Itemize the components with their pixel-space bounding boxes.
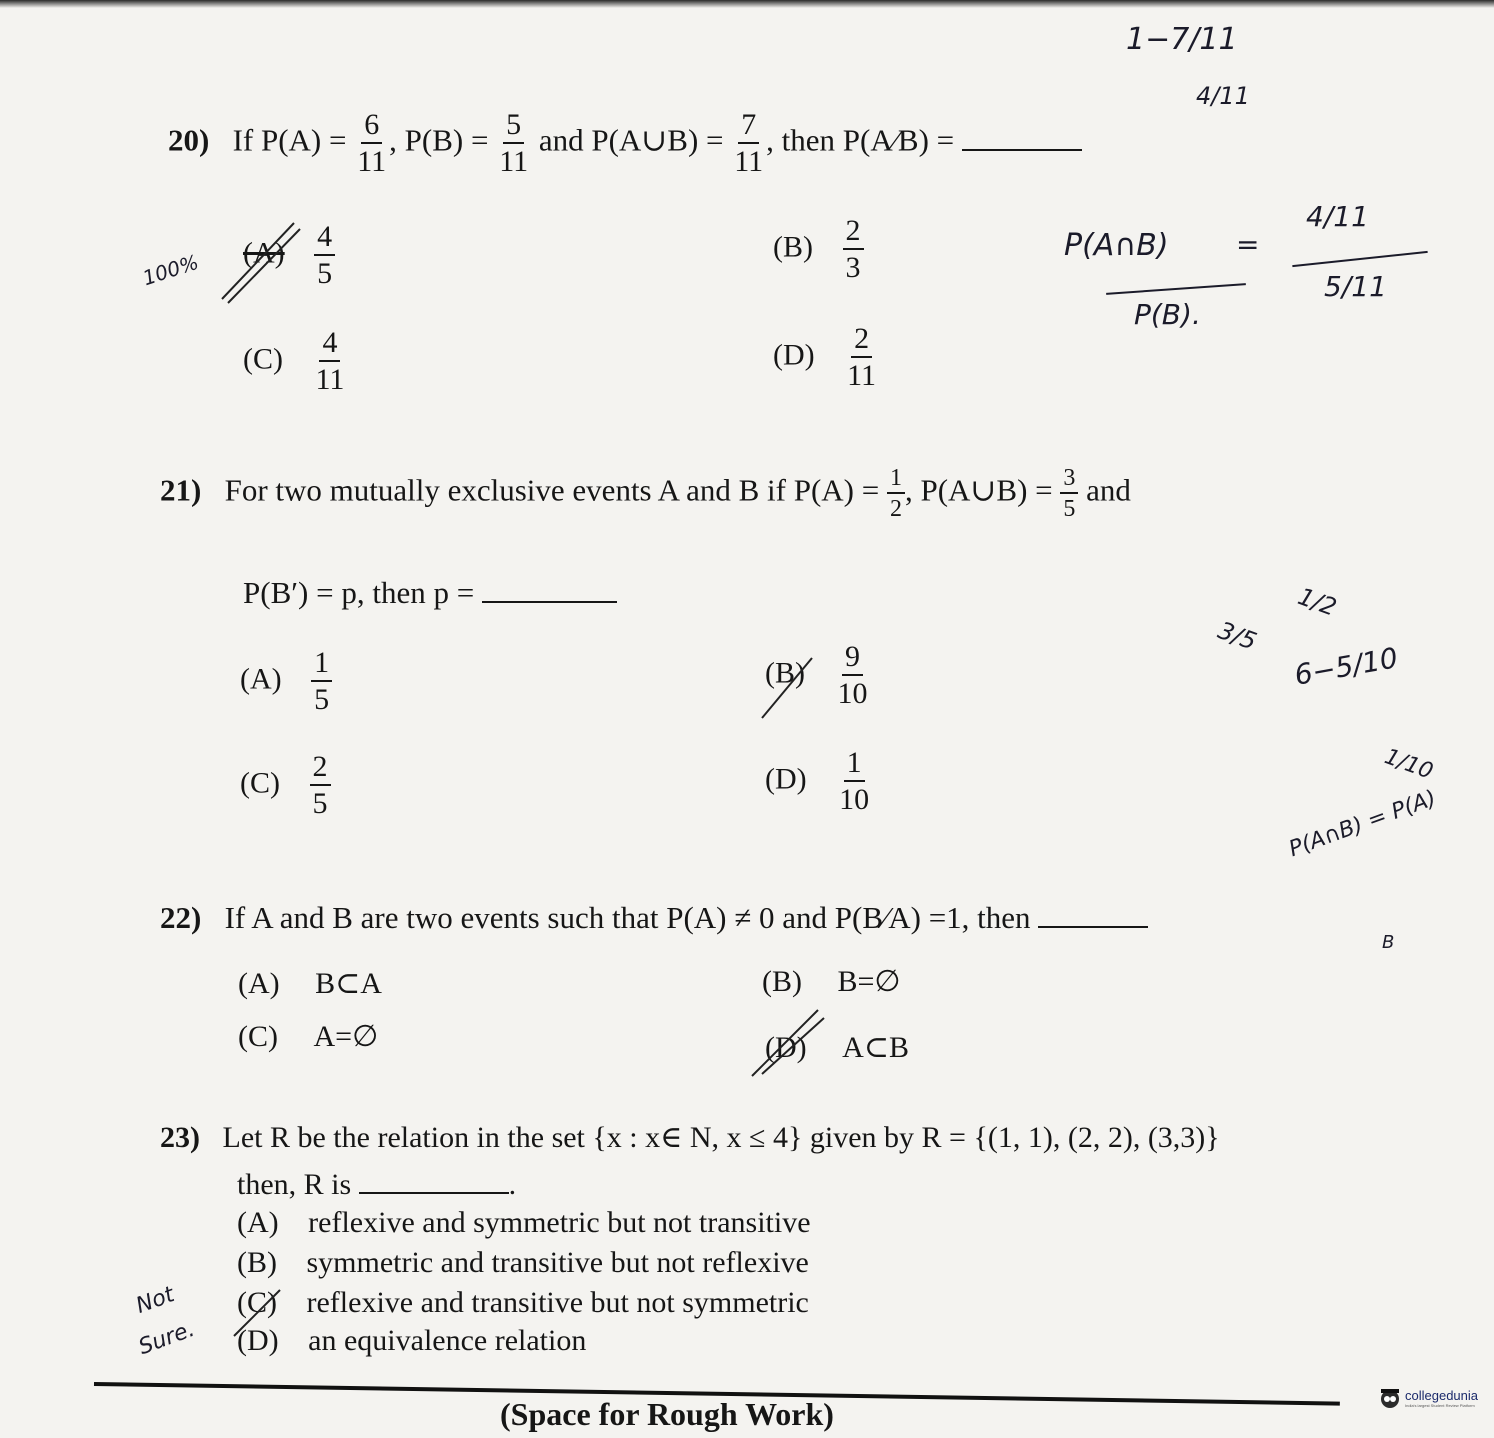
q21-option-a[interactable] xyxy=(240,648,332,715)
hand-q21-w1: 3/5 xyxy=(1214,616,1261,656)
q23-number: 23) xyxy=(160,1121,200,1154)
q20-stem xyxy=(168,110,1082,177)
hand-q20-work-den: P(B). xyxy=(1134,298,1201,331)
q23-text: Let R be the relation in the set xyxy=(222,1121,585,1154)
hand-q21-w4: 1/10 xyxy=(1381,744,1437,785)
option-label: (D) xyxy=(773,338,815,372)
q22-cond2-pre: P( xyxy=(834,900,863,935)
hand-q20-eq: = xyxy=(1236,228,1260,261)
hand-top-calc-2: 4/11 xyxy=(1196,82,1250,110)
q20-pab-fraction: $\frac{7}{11}$ xyxy=(734,108,764,178)
logo-name: collegedunia xyxy=(1405,1388,1479,1403)
hand-q20-confidence: 100% xyxy=(139,249,202,291)
q21-stem xyxy=(160,466,1131,521)
q22-answer-blank[interactable] xyxy=(1038,926,1148,928)
q21-pa-fraction: $\frac{1}{2}$ xyxy=(887,466,905,521)
hand-q20-rhs-bar xyxy=(1292,251,1427,267)
collegedunia-logo xyxy=(1378,1386,1478,1410)
option-label: (D) xyxy=(765,1031,807,1064)
q23-stem xyxy=(160,1120,1220,1155)
option-label: (A) xyxy=(240,662,282,696)
q20-pb-fraction: $\frac{5}{11}$ xyxy=(499,108,529,178)
hand-q20-rhs-num: 4/11 xyxy=(1306,200,1369,233)
hand-q20-work-bar xyxy=(1106,283,1246,295)
q20-answer-blank[interactable] xyxy=(962,149,1082,151)
q23-answer-blank[interactable] xyxy=(359,1192,509,1194)
q23-line2-text: then, R is xyxy=(237,1168,352,1201)
q20-close: ) = xyxy=(918,122,955,158)
hand-q23-note-1: Not xyxy=(132,1282,178,1319)
logo-tagline: India's largest Student Review Platform xyxy=(1405,1403,1475,1408)
q21-text: For two mutually exclusive events A and B if xyxy=(224,472,786,508)
option-fraction: $\frac{2}{11}$ xyxy=(847,322,877,392)
option-text: reflexive and symmetric but not transitive xyxy=(308,1206,811,1239)
hand-q22-w1: P(A∩B) = P(A) xyxy=(1285,785,1440,863)
q21-option-c[interactable] xyxy=(240,752,331,819)
q20-if: If xyxy=(232,122,254,158)
hand-top-calc-1: 1−7/11 xyxy=(1126,22,1238,57)
q23-given: given by R = {(1, 1), (2, 2), (3,3)} xyxy=(809,1121,1220,1154)
q23-answer-mark xyxy=(230,1284,290,1344)
option-label: (A) xyxy=(237,1206,279,1239)
hand-q21-w3: 6−5/10 xyxy=(1291,641,1401,692)
rough-work-label: (Space for Rough Work) xyxy=(500,1396,834,1432)
option-label: (B) xyxy=(773,230,813,264)
hand-q20-rhs-den: 5/11 xyxy=(1324,270,1387,303)
q23-line2-end: . xyxy=(508,1168,517,1201)
q22-and-label: and xyxy=(782,900,828,935)
q21-number: 21) xyxy=(160,472,202,508)
q23-set: {x : x∈ N, x ≤ 4} xyxy=(592,1121,803,1154)
page-top-shadow xyxy=(0,0,1494,8)
option-fraction: $\frac{2}{5}$ xyxy=(310,752,331,819)
option-text: symmetric and transitive but not reflexive xyxy=(306,1246,809,1279)
option-label: (C) xyxy=(243,342,283,376)
q23-line2 xyxy=(237,1168,516,1202)
hand-q20-work-num: P(A∩B) xyxy=(1064,228,1169,263)
q22-number: 22) xyxy=(160,900,202,935)
option-label: (D) xyxy=(237,1324,279,1357)
q22-text: If A and B are two events such that xyxy=(224,900,659,935)
option-fraction: $\frac{9}{10}$ xyxy=(837,640,868,710)
option-fraction: $\frac{4}{11}$ xyxy=(315,326,345,396)
q21-answer-mark xyxy=(758,652,818,722)
q20-answer-mark xyxy=(216,215,306,305)
option-label: (A) xyxy=(243,236,285,270)
option-text: B=∅ xyxy=(837,965,901,998)
option-fraction: $\frac{1}{5}$ xyxy=(311,648,332,715)
q22-cond2-post: ) =1, then xyxy=(910,900,1031,935)
q22-stem xyxy=(160,900,1148,936)
option-label: (D) xyxy=(765,762,807,796)
option-text: A⊂B xyxy=(842,1031,909,1064)
q20-conditional: A⁄B xyxy=(870,122,919,158)
option-fraction: $\frac{4}{5}$ xyxy=(314,222,335,289)
q22-option-c[interactable] xyxy=(238,1019,378,1054)
q20-then-label: , then P( xyxy=(766,122,871,158)
option-fraction: $\frac{2}{3}$ xyxy=(843,216,864,283)
q21-line2 xyxy=(243,575,617,611)
q21-and-label: and xyxy=(1086,472,1131,508)
q22-option-b[interactable] xyxy=(762,964,901,999)
q22-answer-mark xyxy=(748,1004,828,1084)
q21-line2-text: P(B′) = p, then p = xyxy=(243,575,475,610)
q21-answer-blank[interactable] xyxy=(482,601,617,603)
q22-cond1: P(A) ≠ 0 xyxy=(666,900,775,935)
option-text: B⊂A xyxy=(315,967,382,1000)
q21-option-d[interactable] xyxy=(765,748,872,815)
q20-option-b[interactable] xyxy=(773,216,864,283)
q22-option-a[interactable] xyxy=(238,966,382,1001)
q21-pab-fraction: $\frac{3}{5}$ xyxy=(1060,466,1078,521)
option-text: an equivalence relation xyxy=(308,1324,587,1357)
option-label: (B) xyxy=(762,965,802,998)
q23-option-c[interactable] xyxy=(237,1286,809,1320)
mascot-icon xyxy=(1378,1386,1402,1410)
hand-q23-note-2: Sure. xyxy=(135,1316,199,1361)
option-text: A=∅ xyxy=(313,1020,379,1053)
q23-option-b[interactable] xyxy=(237,1246,809,1280)
q23-option-a[interactable] xyxy=(237,1206,811,1240)
hand-q21-w2: 1/2 xyxy=(1294,582,1341,622)
hand-q22-w2: B xyxy=(1382,932,1395,953)
option-label: (B) xyxy=(237,1246,277,1279)
q22-cond2-frac: B⁄A xyxy=(862,900,911,935)
option-label: (C) xyxy=(237,1286,277,1319)
option-label: (C) xyxy=(240,766,280,800)
q20-pb-label: , P(B) = xyxy=(389,122,489,158)
q21-pa-label: P(A) = xyxy=(793,472,880,508)
q20-and-label: and P(A∪B) = xyxy=(538,122,724,158)
q20-number: 20) xyxy=(168,122,210,158)
q21-pab-label: , P(A∪B) = xyxy=(904,472,1053,508)
q20-option-c[interactable] xyxy=(243,328,347,395)
option-text: reflexive and transitive but not symmetric xyxy=(306,1286,809,1319)
option-label: (A) xyxy=(238,967,280,1000)
option-label: (C) xyxy=(238,1020,278,1053)
option-fraction: $\frac{1}{10}$ xyxy=(839,746,870,816)
q20-pa-label: P(A) = xyxy=(260,122,347,158)
q20-option-d[interactable] xyxy=(773,324,879,391)
option-label: (B) xyxy=(765,656,805,690)
q20-pa-fraction: $\frac{6}{11}$ xyxy=(357,108,387,178)
